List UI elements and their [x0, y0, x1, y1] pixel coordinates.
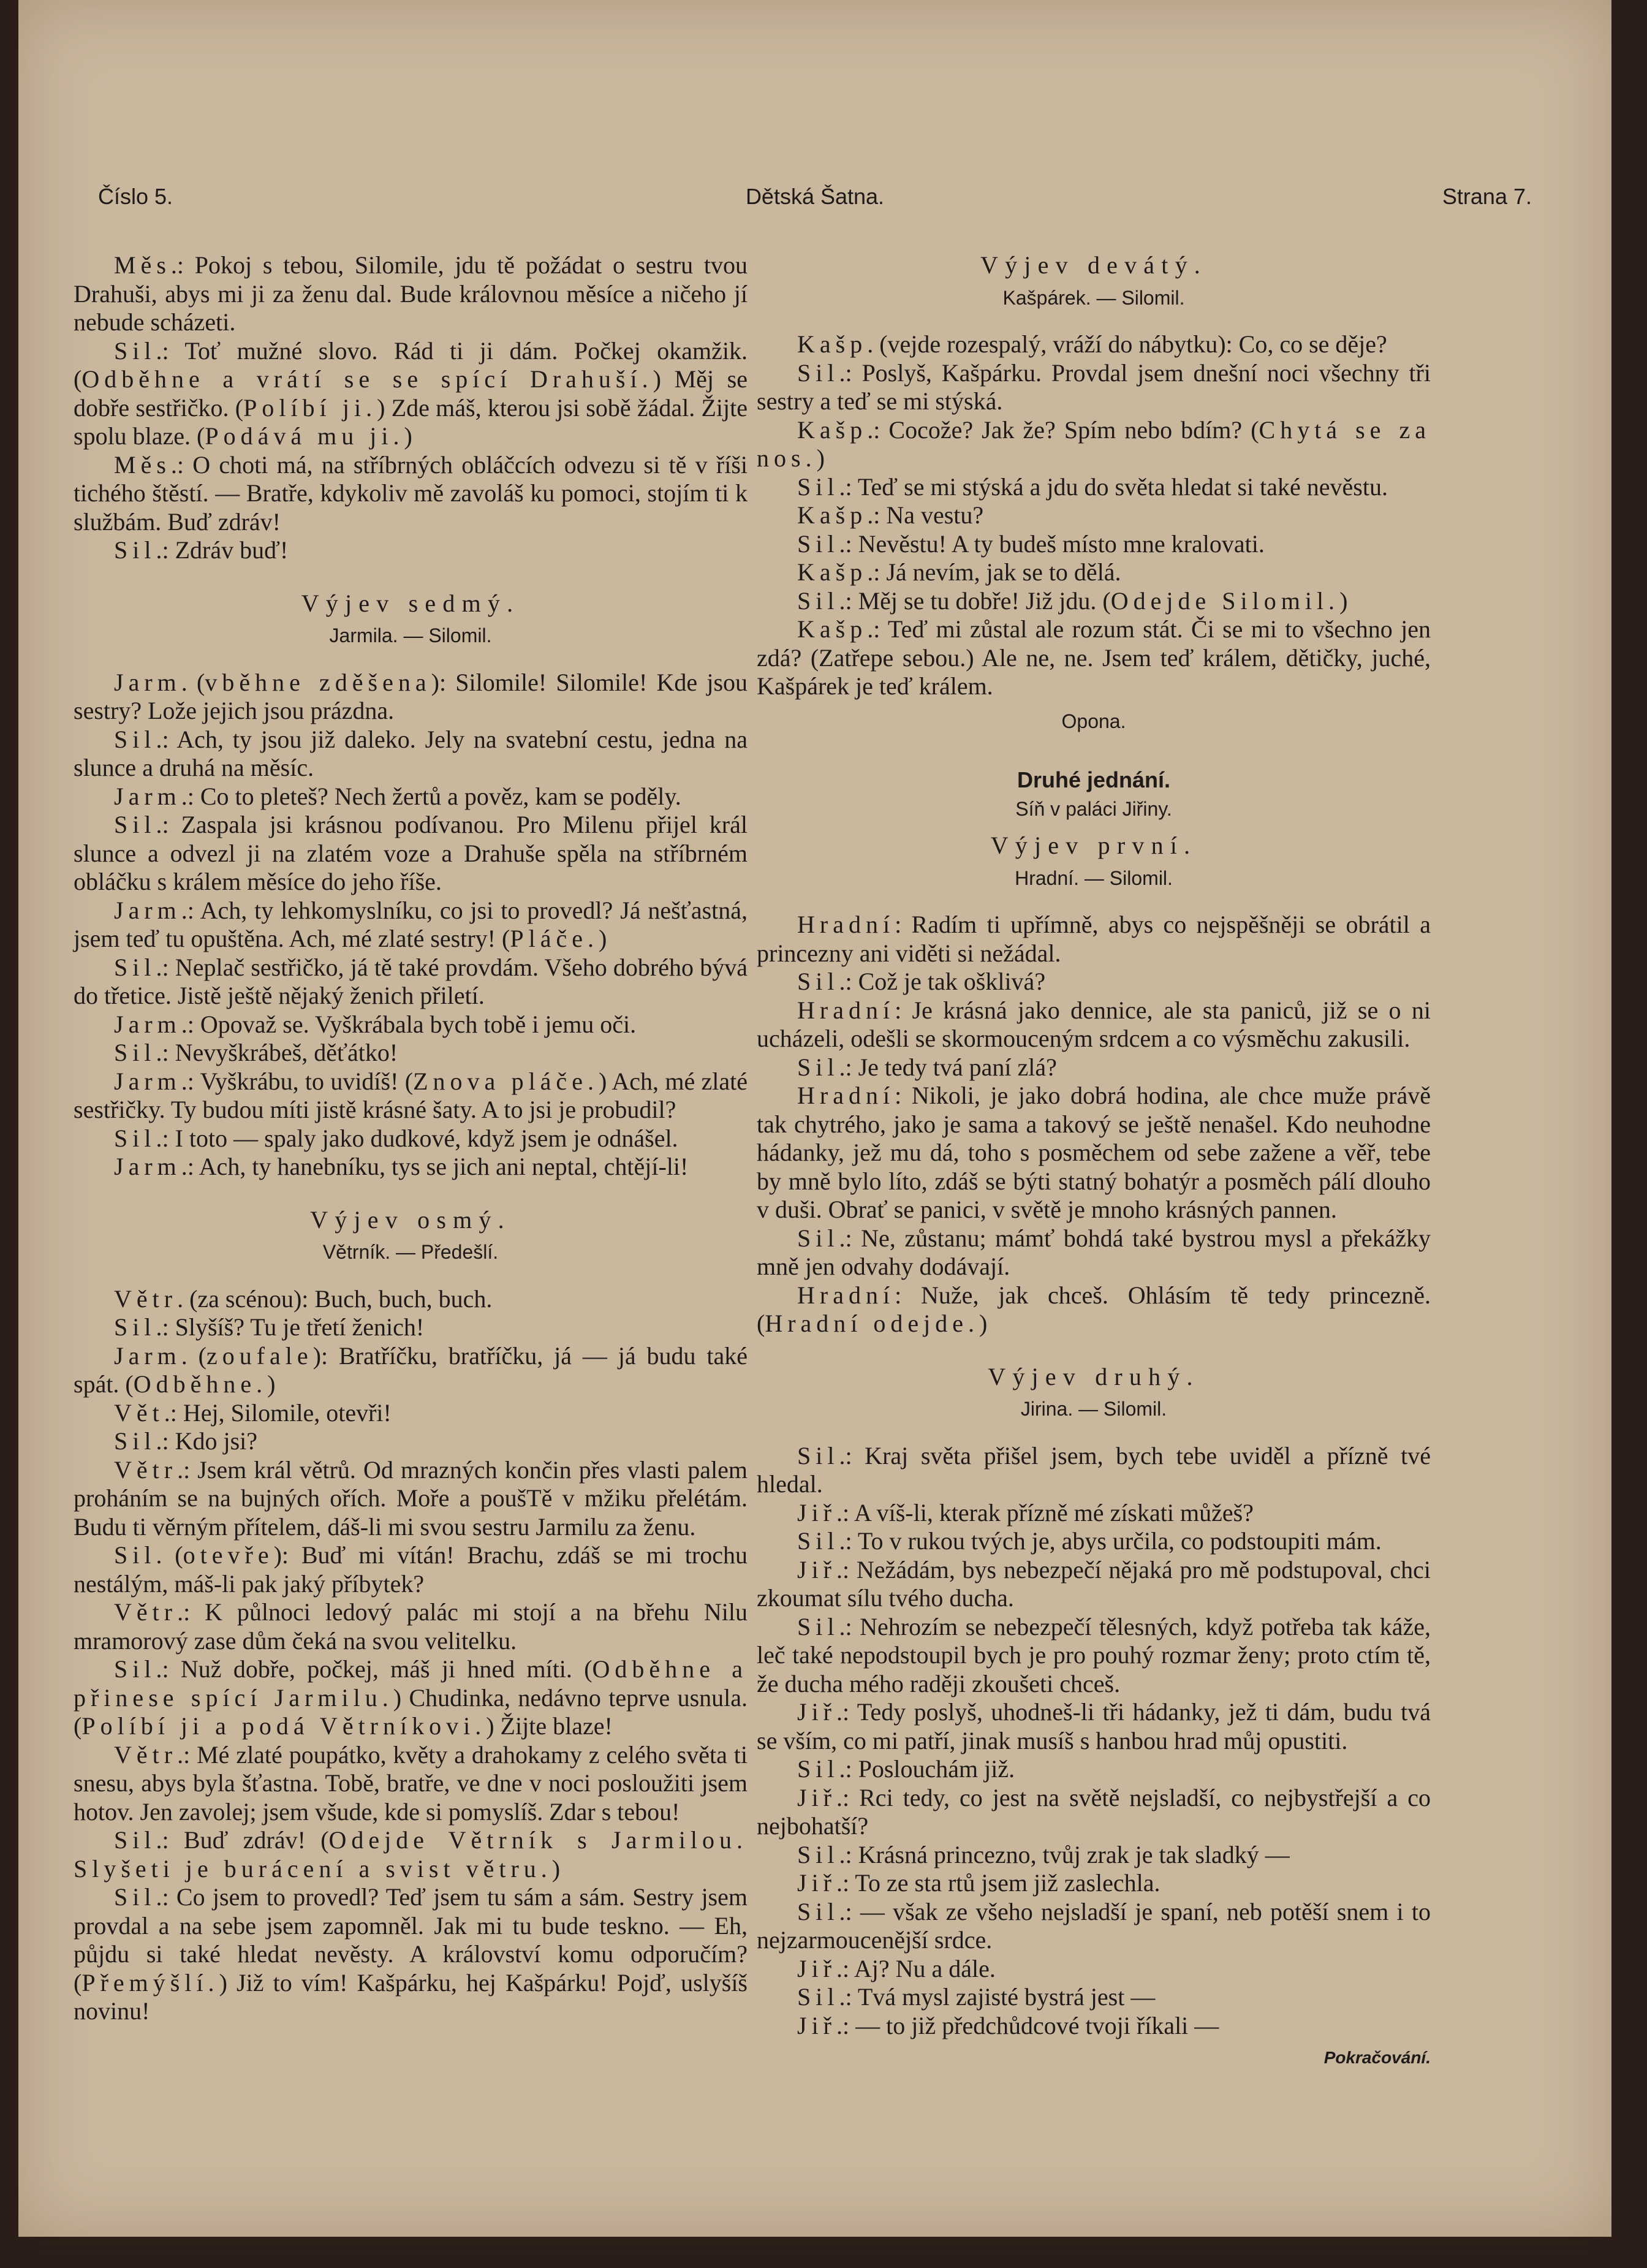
paragraph: Jarm. (zoufale): Bratříčku, bratříčku, já — já budu také spát. (Odběhne.) — [74, 1341, 748, 1398]
paragraph: Sil.: Buď zdráv! (Odejde Větrník s Jarmilou. Slyšeti je burácení a svist větru.) — [74, 1826, 748, 1883]
scene-characters: Kašpárek. — Silomil. — [1002, 286, 1185, 309]
paragraph: Sil.: Měj se tu dobře! Již jdu. (Odejde Silomil.) — [797, 586, 1348, 615]
issue-number: Číslo 5. — [98, 184, 173, 209]
scene-title: Výjev první. — [990, 832, 1197, 859]
scene-title: Výjev osmý. — [310, 1205, 511, 1234]
paragraph: Sil.: Poslyš, Kašpárku. Provdal jsem dnešní noci všechny tři sestry a teď se mi stýská. — [757, 358, 1431, 415]
paragraph: Sil.: To v rukou tvých je, abys určila, co podstoupiti mám. — [797, 1527, 1382, 1555]
paragraph: Větr.: Mé zlaté poupátko, květy a drahokamy z celého světa ti snesu, abys byla šťastna. Tobě, bratře, ve dne v noci posloužiti jsem hotov. Jen zavolej; jsem všude, kde si pomyslíš. Zdar s tebou! — [74, 1740, 748, 1826]
paragraph: Sil.: Je tedy tvá paní zlá? — [797, 1053, 1057, 1081]
paragraph: Sil.: Kraj světa přišel jsem, bych tebe uviděl a přízně tvé hledal. — [757, 1441, 1431, 1498]
bottom-rule-thin — [43, 2252, 1587, 2253]
newspaper-page — [18, 0, 1611, 2237]
paragraph: Měs.: Pokoj s tebou, Silomile, jdu tě požádat o sestru tvou Drahuši, abys mi ji za ženu dal. Bude královnou měsíce a ničeho jí nebude scházeti. — [74, 251, 748, 336]
paragraph: Jiř.: Rci tedy, co jest na světě nejsladší, co nejbystřejší a co nejbohatší? — [757, 1783, 1431, 1840]
paragraph: Měs.: O choti má, na stříbrných obláčcích odvezu si tě v říši tichého štěstí. — Bratře, kdykoliv mě zavoláš ku pomoci, stojím ti k službám. Buď zdráv! — [74, 450, 748, 536]
paragraph: Sil.: Nehrozím se nebezpečí tělesných, když potřeba tak káže, leč také nepodstoupil bych je pro pouhý rozmar ženy; proto ctím tě, že ducha mého raději zkoušeti chceš. — [757, 1612, 1431, 1697]
paragraph: Sil.: Neplač sestřičko, já tě také provdám. Všeho dobrého bývá do třetice. Jistě ještě nějaký ženich přiletí. — [74, 953, 748, 1009]
paragraph: Sil.: Nevěstu! A ty budeš místo mne kralovati. — [797, 529, 1265, 558]
paragraph: Větr.: K půlnoci ledový palác mi stojí a na břehu Nilu mramorový zase dům čeká na svou velitelku. — [74, 1598, 748, 1655]
bottom-rule — [43, 2240, 1587, 2242]
right-column — [757, 251, 1431, 2073]
left-column — [74, 251, 748, 2026]
paragraph: Sil.: Krásná princezno, tvůj zrak je tak sladký — — [797, 1840, 1290, 1868]
paragraph: Hradní: Je krásná jako dennice, ale sta paniců, již se o ni ucházeli, odešli se skormouceným srdcem a co výsměchu zakusili. — [757, 996, 1431, 1052]
scene-characters: Větrník. — Předešlí. — [322, 1241, 499, 1263]
paragraph: Jarm.: Co to pleteš? Nech žertů a pověz, kam se poděly. — [114, 782, 681, 810]
paragraph: Vět.: Hej, Silomile, otevři! — [114, 1398, 392, 1427]
scene-title: Výjev sedmý. — [301, 589, 520, 617]
paragraph: Jiř.: To ze sta rtů jsem již zaslechla. — [797, 1869, 1160, 1897]
paragraph: Jarm.: Vyškrábu, to uvidíš! (Znova pláče.) Ach, mé zlaté sestřičky. Ty budou míti jistě krásné šaty. A to jsi je probudil? — [74, 1067, 748, 1123]
paragraph: Sil.: Nuž dobře, počkej, máš ji hned míti. (Odběhne a přinese spící Jarmilu.) Chudinka, nedávno teprve usnula. (Políbí ji a podá Větrníkovi.) Žijte blaze! — [74, 1655, 748, 1740]
paragraph: Sil.: Co jsem to provedl? Teď jsem tu sám a sám. Sestry jsem provdal a na sebe jsem zapomněl. Jak mi tu bude teskno. — Eh, půjdu si také hledat nevěsty. A království komu odporučím? (Přemýšlí.) Již to vím! Kašpárku, hej Kašpárku! Pojď, uslyšíš novinu! — [74, 1883, 748, 2025]
paragraph: Hradní: Radím ti upřímně, abys co nejspěšněji se obrátil a princezny ani viděti si nežádal. — [757, 911, 1431, 967]
scene-title: Výjev devátý. — [980, 251, 1207, 279]
paragraph: Větr. (za scénou): Buch, buch, buch. — [114, 1284, 493, 1313]
paragraph: Sil.: I toto — spaly jako dudkové, když jsem je odnášel. — [114, 1124, 678, 1152]
paragraph: Jiř.: — to již předchůdcové tvoji říkali — — [797, 2011, 1219, 2039]
paragraph: Jarm. (vběhne zděšena): Silomile! Silomile! Kde jsou sestry? Lože jejich jsou prázdna. — [74, 668, 748, 724]
scene-characters: Hradní. — Silomil. — [1015, 867, 1173, 889]
scene-title: Výjev druhý. — [988, 1362, 1200, 1390]
paragraph: Sil.: Kdo jsi? — [114, 1427, 258, 1455]
curtain-note: Opona. — [1061, 710, 1126, 732]
paragraph: Kašp. (vejde rozespalý, vráží do nábytku): Co, co se děje? — [797, 330, 1387, 358]
paragraph: Větr.: Jsem král větrů. Od mrazných končin přes vlasti palem proháním se na bujných ořích. Moře a poušTě v mžiku přelétám. Budu ti věrným přítelem, dáš-li mi svou sestru Jarmilu za ženu. — [74, 1455, 748, 1541]
paragraph: Sil. (otevře): Buď mi vítán! Brachu, zdáš se mi trochu nestálým, máš-li pak jaký příbytek? — [74, 1541, 748, 1598]
paragraph: Jiř.: Nežádám, bys nebezpečí nějaká pro mě podstupoval, chci zkoumat sílu tvého ducha. — [757, 1555, 1431, 1612]
paragraph: Sil.: Nevyškrábeš, děťátko! — [114, 1039, 398, 1066]
paragraph: Sil.: Poslouchám již. — [797, 1755, 1015, 1783]
paragraph: Sil.: Tvá mysl zajisté bystrá jest — — [797, 1983, 1156, 2011]
paragraph: Jiř.: Aj? Nu a dále. — [797, 1954, 996, 1982]
paragraph: Sil.: — však ze všeho nejsladší je spaní, neb potěší snem i to nejzarmoucenější srdce. — [757, 1897, 1431, 1954]
paragraph: Sil.: Zaspala jsi krásnou podívanou. Pro Milenu přijel král slunce a odvezl ji na zlatém voze a Drahuše spěla na stříbrném obláčku s králem měsíce do jeho říše. — [74, 811, 748, 895]
paragraph: Jarm.: Ach, ty lehkomyslníku, co jsi to provedl? Já nešťastná, jsem teď tu opuštěna. Ach, mé zlaté sestry! (Pláče.) — [74, 896, 748, 952]
paragraph: Sil.: Slyšíš? Tu je třetí ženich! — [114, 1313, 425, 1341]
paragraph: Kašp.: Já nevím, jak se to dělá. — [797, 558, 1121, 586]
paragraph: Hradní: Nikoli, je jako dobrá hodina, ale chce muže právě tak chytrého, jako je sama a takový se ještě nenašel. Kdo neuhodne hádanky, jež mu dá, toho s posměchem od sebe zažene a věř, tebe by mně bylo líto, zdáš se býti statný bohatýr a posměch pálí dlouho v duši. Obrať se panici, v světě je mnoho krásných pannen. — [757, 1082, 1431, 1223]
paragraph: Jarm.: Ach, ty hanebníku, tys se jich ani neptal, chtějí-li! — [114, 1153, 689, 1180]
paragraph: Hradní: Nuže, jak chceš. Ohlásím tě tedy princezně. (Hradní odejde.) — [757, 1281, 1431, 1337]
paragraph: Kašp.: Na vestu? — [797, 501, 984, 529]
publication-title: Dětská Šatna. — [745, 184, 885, 209]
paragraph: Sil.: Zdráv buď! — [114, 536, 289, 564]
paragraph: Sil.: Ne, zůstanu; mámť bohdá také bystrou mysl a překážky mně jen odvahy dodávají. — [757, 1224, 1431, 1280]
act-title: Druhé jednání. — [1017, 767, 1171, 792]
paragraph: Kašp.: Cocože? Jak že? Spím nebo bdím? (Chytá se za nos.) — [757, 415, 1431, 472]
paragraph: Sil.: Teď se mi stýská a jdu do světa hledat si také nevěstu. — [797, 472, 1388, 501]
scene-characters: Jarmila. — Silomil. — [329, 624, 492, 647]
scene-characters: Jirina. — Silomil. — [1020, 1398, 1167, 1420]
page-number: Strana 7. — [1442, 184, 1532, 209]
paragraph: Kašp.: Teď mi zůstal ale rozum stát. Či se mi to všechno jen zdá? (Zatřepe sebou.) Ale ne, ne. Jsem teď králem, dětičky, juché, Kašpárek je teď králem. — [757, 615, 1431, 700]
paragraph: Sil.: Ach, ty jsou již daleko. Jely na svatební cestu, jedna na slunce a druhá na měsíc. — [74, 725, 748, 781]
continued-note: Pokračování. — [1323, 2048, 1431, 2067]
paragraph: Jiř.: Tedy poslyš, uhodneš-li tři hádanky, jež ti dám, budu tvá se vším, co mi patří, jinak musíš s hanbou hrad můj opustiti. — [757, 1698, 1431, 1754]
paragraph: Sil.: Toť mužné slovo. Rád ti ji dám. Počkej okamžik. (Odběhne a vrátí se se spící Drahuší.) Měj se dobře sestřičko. (Políbí ji.) Zde máš, kterou jsi sobě žádal. Žijte spolu blaze. (Podává mu ji.) — [74, 336, 748, 450]
paragraph: Sil.: Což je tak ošklivá? — [797, 968, 1046, 995]
paragraph: Jarm.: Opovaž se. Vyškrábala bych tobě i jemu oči. — [114, 1010, 637, 1038]
page-header — [98, 184, 1532, 221]
act-place: Síň v paláci Jiřiny. — [1015, 797, 1172, 820]
paragraph: Jiř.: A víš-li, kterak přízně mé získati můžeš? — [797, 1498, 1254, 1527]
